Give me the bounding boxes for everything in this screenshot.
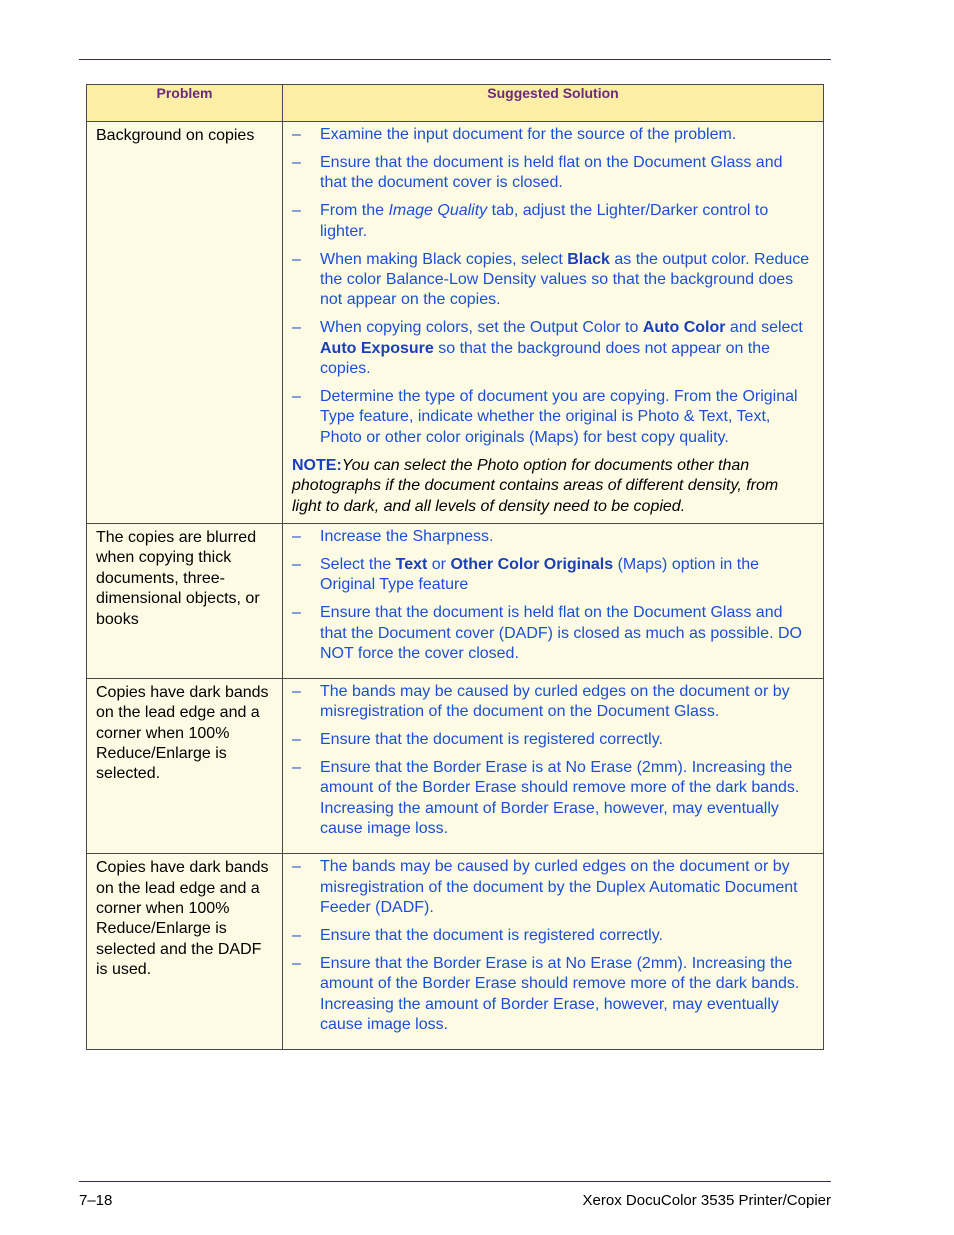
note-text: You can select the Photo option for documents other than photographs if the document contains areas of different density, from light to dark, and all levels of density need to be copied. [292,456,779,515]
solution-list [292,682,811,840]
solution-item [292,555,811,596]
solution-list [292,125,811,448]
solution-text: so that the background does not appear on the copies. [320,339,771,378]
solution-text: Ensure that the document is held flat on the Document Glass and that the Document cover (DADF) is closed as much as possible. DO NOT force the cover closed. [320,604,802,662]
dash-bullet: – [292,759,301,777]
solution-cell [283,523,824,678]
solution-column-header: Suggested Solution [283,85,824,122]
solution-text: as the output color. Reduce the color Balance-Low Density values so that the background does not appear on the copies. [320,250,810,309]
solution-text: The bands may be caused by curled edges on the document or by misregistration of the document by the Duplex Automatic Document Feeder (DADF). [320,858,798,916]
solution-text: Examine the input document for the source of the problem. [320,126,737,143]
dash-bullet: – [292,202,301,220]
solution-item [292,926,811,946]
solution-text: tab, adjust the Lighter/Darker control to lighter. [320,202,769,240]
solution-item [292,387,811,448]
problem-cell: The copies are blurred when copying thick documents, three-dimensional objects, or books [87,523,283,678]
dash-bullet: – [292,527,301,545]
table-body [87,122,824,1050]
solution-cell [283,678,824,853]
solution-item [292,682,811,723]
solution-text: and select [725,319,803,337]
problem-cell: Copies have dark bands on the lead edge and a corner when 100% Reduce/Enlarge is selected. [87,678,283,853]
solution-item [292,730,811,750]
table-header-row [87,85,824,122]
solution-text: Ensure that the Border Erase is at No Erase (2mm). Increasing the amount of the Border Erase should remove more of the dark bands. Increasing the amount of Border Erase, however, may eventually cause image loss. [320,954,800,1034]
solution-item [292,318,811,379]
emphasized-term: Text [395,555,428,573]
note-label: NOTE: [292,456,342,474]
solution-text: When copying colors, set the Output Color to [320,319,643,337]
solution-text: Increase the Sharpness. [320,527,494,545]
solution-text: Determine the type of document you are copying. From the Original Type feature, indicate whether the original is Photo & Text, Text, Photo or other color originals (Maps) for best copy quality. [320,387,798,446]
table-row [87,523,824,678]
table-row [87,122,824,524]
solution-text: or [427,555,451,573]
dash-bullet: – [292,858,301,876]
solution-text: Ensure that the document is registered correctly. [320,926,663,944]
page-number: 7–18 [79,1192,113,1209]
solution-item [292,125,811,145]
solution-item [292,758,811,840]
emphasized-term: Auto Exposure [320,339,434,357]
solution-cell [283,122,824,524]
dash-bullet: – [292,250,301,268]
dash-bullet: – [292,604,301,622]
solution-cell [283,854,824,1050]
solution-list [292,857,811,1035]
problem-cell: Copies have dark bands on the lead edge and a corner when 100% Reduce/Enlarge is selected and the DADF is used. [87,854,283,1050]
solution-text: Ensure that the document is held flat on the Document Glass and that the document cover is closed. [320,153,783,192]
footer-rule [79,1181,831,1182]
emphasized-term: Auto Color [642,319,726,337]
problem-cell: Background on copies [87,122,283,524]
solution-text: The bands may be caused by curled edges on the document or by misregistration of the document on the Document Glass. [320,682,790,721]
solution-item [292,201,811,242]
dash-bullet: – [292,555,301,573]
solution-item [292,527,811,547]
table-row [87,854,824,1050]
dash-bullet: – [292,126,301,143]
solution-item [292,857,811,918]
table-row [87,678,824,853]
italic-term: Image Quality [388,202,488,220]
dash-bullet: – [292,319,301,337]
dash-bullet: – [292,153,301,171]
solution-text: (Maps) option in the Original Type feature [320,555,759,594]
solution-text: Select the [320,555,396,573]
dash-bullet: – [292,926,301,944]
troubleshooting-table [86,84,824,1050]
solution-item [292,153,811,194]
dash-bullet: – [292,731,301,749]
note [292,456,811,517]
header-rule [79,59,831,60]
solution-text: From the [320,202,389,220]
product-name: Xerox DocuColor 3535 Printer/Copier [582,1192,831,1209]
solution-text: Ensure that the document is registered correctly. [320,731,663,749]
emphasized-term: Other Color Originals [450,555,614,573]
emphasized-term: Black [567,250,610,268]
solution-item [292,250,811,311]
dash-bullet: – [292,387,301,405]
dash-bullet: – [292,682,301,700]
solution-item [292,603,811,664]
solution-text: When making Black copies, select [320,250,568,268]
solution-item [292,954,811,1036]
dash-bullet: – [292,954,301,972]
solution-text: Ensure that the Border Erase is at No Erase (2mm). Increasing the amount of the Border Erase should remove more of the dark bands. Increasing the amount of Border Erase, however, may eventually cause image loss. [320,759,800,838]
solution-list [292,527,811,664]
problem-column-header: Problem [87,85,283,122]
